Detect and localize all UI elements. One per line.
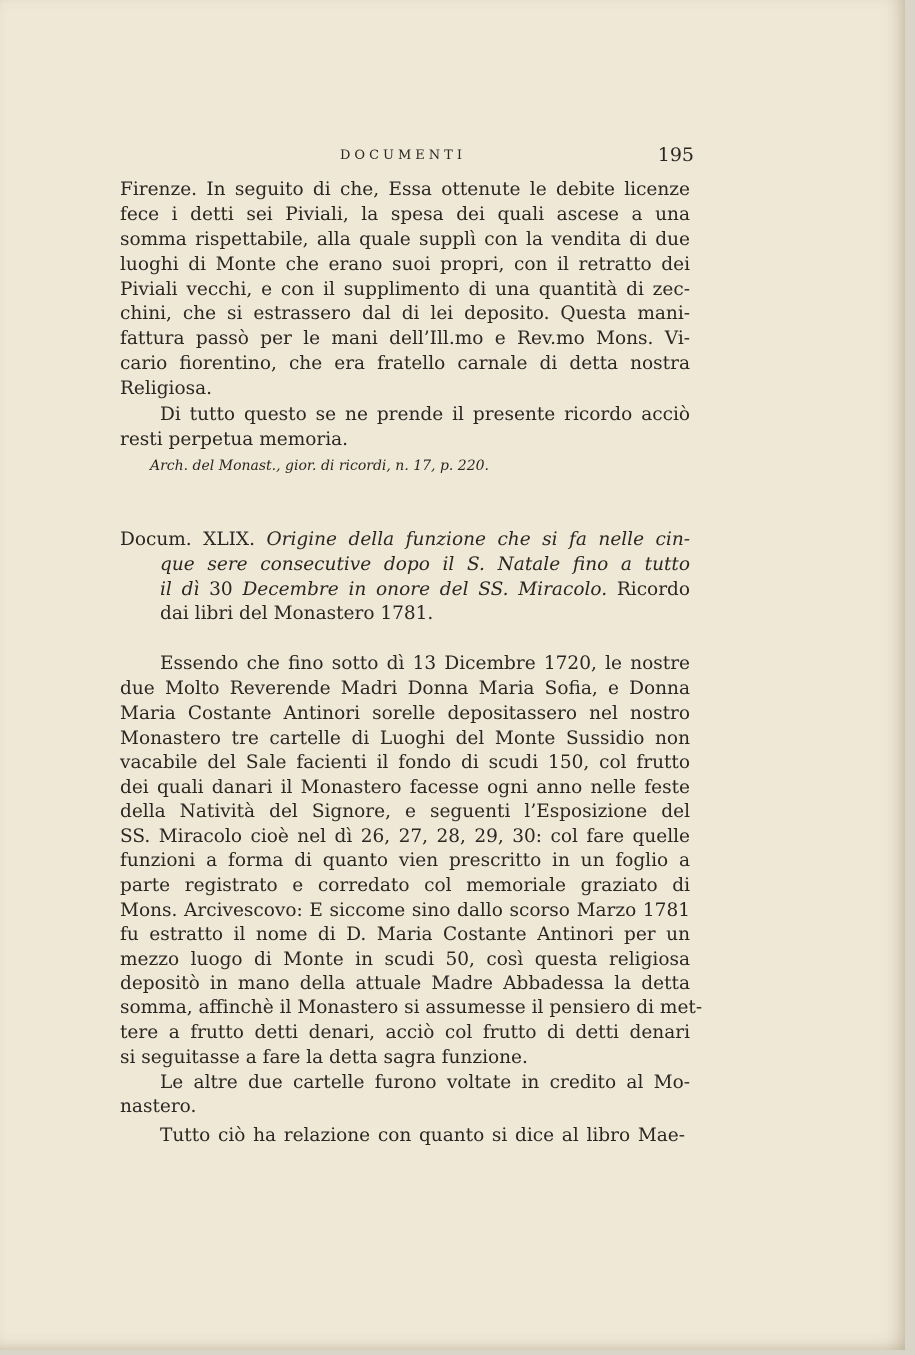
doc-heading-line [120,528,690,552]
doc-heading-line: que sere consecutive dopo il S. Natale fino a tutto [160,554,690,575]
text-line: funzioni a forma di quanto vien prescritto in un foglio a [120,850,690,871]
text-line: somma rispettabile, alla quale supplì con la vendita di due [120,229,690,250]
doc-number: Docum. XLIX. [120,529,255,550]
text-line: luoghi di Monte che erano suoi propri, con il retratto dei [120,254,690,275]
archive-citation: Arch. del Monast., gior. di ricordi, n. 17, p. 220. [150,458,489,474]
text-line: Essendo che fino sotto dì 13 Dicembre 1720, le nostre [160,653,690,674]
text-line: resti perpetua memoria. [120,429,349,450]
text-line: cario fiorentino, che era fratello carnale di detta nostra [120,353,690,374]
running-head: DOCUMENTI [340,148,466,163]
doc-heading-line: il dì 30 Decembre in onore del SS. Miracolo. Ricordo [160,579,691,600]
page-header [120,144,694,172]
text-line: somma, affinchè il Monastero si assumesse il pensiero di met- [120,997,703,1018]
text-line: Firenze. In seguito di che, Essa ottenute le debite licenze [120,179,690,200]
text-line: tere a frutto detti denari, acciò col frutto di detti denari [120,1022,690,1043]
text-line: parte registrato e corredato col memoriale graziato di [120,875,690,896]
text-line: Tutto ciò ha relazione con quanto si dice al libro Mae- [160,1125,685,1146]
text-line: fu estratto il nome di D. Maria Costante Antinori per un [120,924,690,945]
text-line: vacabile del Sale facienti il fondo di scudi 150, col frutto [120,752,690,773]
text-line: si seguitasse a fare la detta sagra funzione. [120,1047,528,1068]
text-line: fattura passò per le mani dell’Ill.mo e Rev.mo Mons. Vi- [120,328,690,349]
text-line: nastero. [120,1096,197,1117]
text-line: Mons. Arcivescovo: E siccome sino dallo scorso Marzo 1781 [120,900,690,921]
text-line: Piviali vecchi, e con il supplimento di una quantità di zec- [120,279,690,300]
text-line: Di tutto questo se ne prende il presente ricordo acciò [160,404,690,425]
text-line: Monastero tre cartelle di Luoghi del Monte Sussidio non [120,728,690,749]
text-line: depositò in mano della attuale Madre Abbadessa la detta [120,973,690,994]
text-line: fece i detti sei Piviali, la spesa dei quali ascese a una [120,204,690,225]
text-line: Le altre due cartelle furono voltate in credito al Mo- [160,1072,690,1093]
text-line: dei quali danari il Monastero facesse ogni anno nelle feste [120,777,690,798]
text-line: della Natività del Signore, e seguenti l’Esposizione del [120,801,690,822]
text-line: SS. Miracolo cioè nel dì 26, 27, 28, 29, 30: col fare quelle [120,826,690,847]
text-line: due Molto Reverende Madri Donna Maria Sofia, e Donna [120,678,690,699]
doc-heading-line: dai libri del Monastero 1781. [160,603,434,624]
text-line: Maria Costante Antinori sorelle depositassero nel nostro [120,703,690,724]
text-line: mezzo luogo di Monte in scudi 50, così questa religiosa [120,949,690,970]
text-line: Religiosa. [120,378,213,399]
page-number: 195 [657,144,694,166]
doc-title: Origine della funzione che si fa nelle cin- [266,529,690,550]
text-line: chini, che si estrassero dal di lei deposito. Questa mani- [120,303,690,324]
